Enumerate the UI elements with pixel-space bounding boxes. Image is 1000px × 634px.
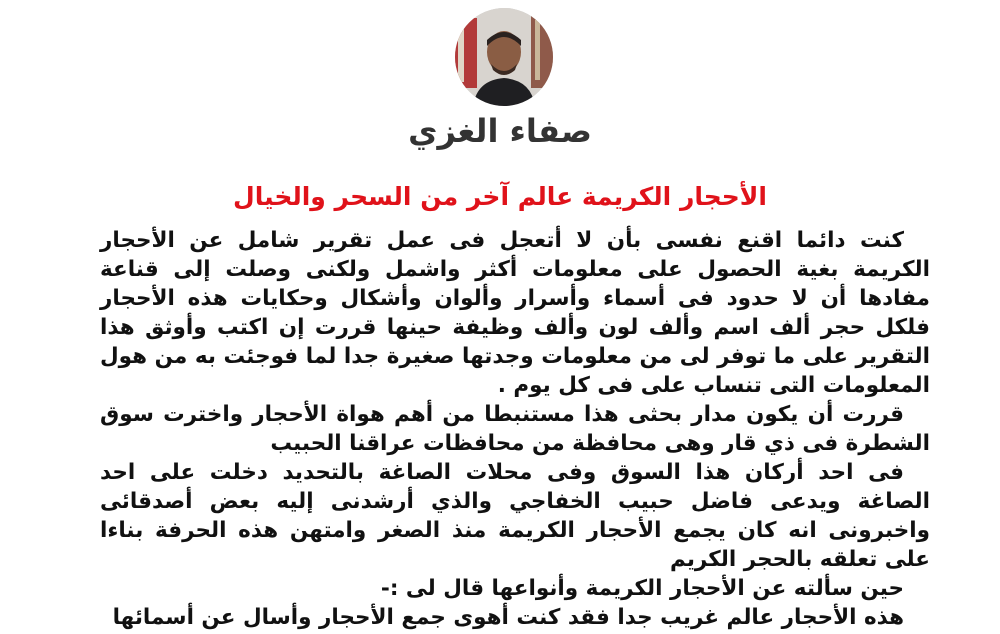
article-paragraph: حين سألته عن الأحجار الكريمة وأنواعها قال لى :-: [380, 576, 904, 601]
article-body: [100, 226, 930, 632]
article-paragraph: كنت دائما اقنع نفسى بأن لا أتعجل فى عمل تقرير شامل عن الأحجار الكريمة بغية الحصول على معلومات أكثر واشمل ولكنى وصلت إلى قناعة مفادها أن لا حدود فى أسماء وأسرار وألوان وأشكال وحكايات هذه الأحجار فلكل حجر ألف اسم وألف لون وألف وظيفة حينها قررت إن اكتب وأوثق هذا التقرير على ما توفر لى من معلومات وجدتها صغيرة جدا لما فوجئت به من هول المعلومات التى تنساب على فى كل يوم .: [100, 228, 930, 398]
article-paragraph: قررت أن يكون مدار بحثى هذا مستنبطا من أهم هواة الأحجار واخترت سوق الشطرة فى ذي قار وهى محافظة من محافظات عراقنا الحبيب: [100, 402, 930, 456]
article-paragraph: هذه الأحجار عالم غريب جدا فقد كنت أهوى جمع الأحجار وأسال عن أسمائها: [112, 605, 904, 630]
article-title: الأحجار الكريمة عالم آخر من السحر والخيال: [233, 182, 767, 211]
author-name: صفاء الغزي: [408, 112, 592, 150]
author-avatar: [455, 8, 553, 106]
author-portrait-icon: [455, 8, 553, 106]
article-paragraph: فى احد أركان هذا السوق وفى محلات الصاغة بالتحديد دخلت على احد الصاغة ويدعى فاضل حبيب الخفاجي والذي أرشدنى إليه بعض أصدقائى واخبرونى انه كان يجمع الأحجار الكريمة منذ الصغر وامتهن هذه الحرفة بناءا على تعلقه بالحجر الكريم: [100, 460, 930, 572]
